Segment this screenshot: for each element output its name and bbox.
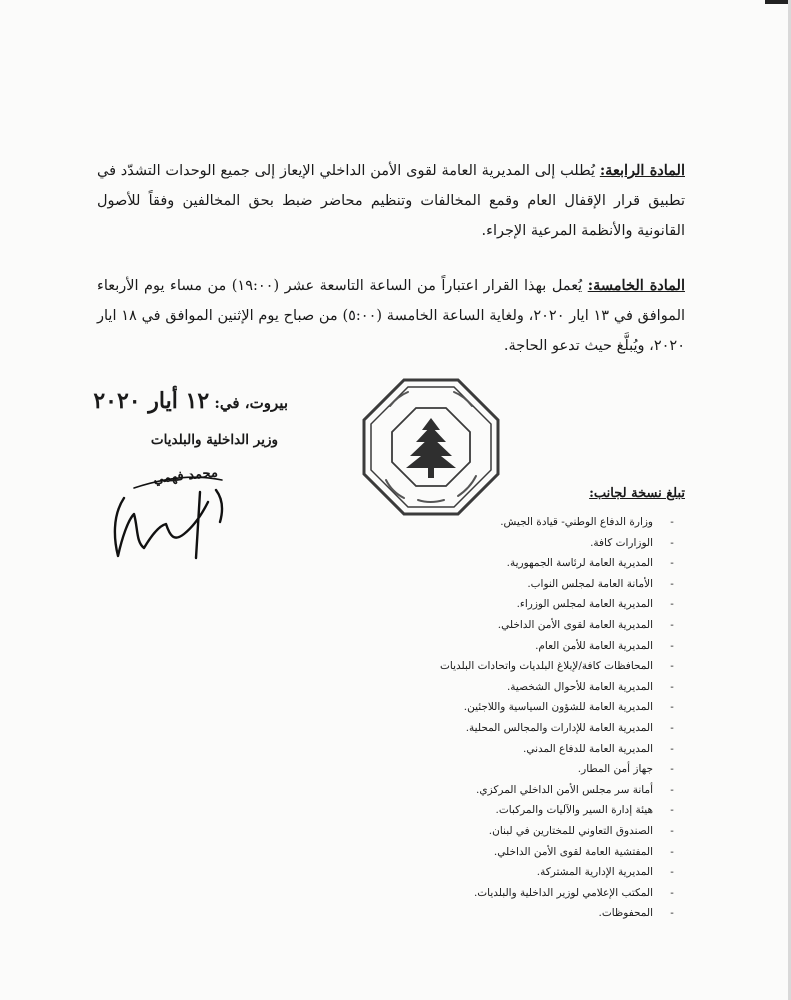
recipient-item: -المديرية العامة لرئاسة الجمهورية. — [506, 557, 674, 570]
article-4-label: المادة الرابعة: — [599, 162, 685, 179]
recipient-item: -المديرية الإدارية المشتركة. — [536, 866, 674, 879]
recipient-item: -المكتب الإعلامي لوزير الداخلية والبلديات. — [473, 886, 674, 899]
cedar-tree-icon — [406, 418, 456, 478]
handwritten-signature — [104, 468, 234, 568]
article-5-text: يُعمل بهذا القرار اعتباراً من الساعة التاسعة عشر (١٩:٠٠) من مساء يوم الأربعاء الموافق في ١٣ ايار ٢٠٢٠، ولغاية الساعة الخامسة (٥:٠٠) من صباح يوم الإثنين الموافق في ١٨ ايار ٢٠٢٠، ويُبلَّغ حيث تدعو الحاجة. — [97, 278, 686, 354]
decision-date: ١٢ أيار ٢٠٢٠ — [93, 388, 210, 414]
recipient-item: -المديرية العامة للإدارات والمجالس المحلية. — [465, 721, 674, 734]
recipient-item: -الأمانة العامة لمجلس النواب. — [527, 577, 674, 590]
recipient-item: -الصندوق التعاوني للمختارين في لبنان. — [488, 824, 674, 837]
recipient-item: -المديرية العامة للأمن العام. — [535, 639, 674, 652]
place-and-date — [93, 388, 288, 414]
official-seal — [360, 376, 502, 518]
article-5-label: المادة الخامسة: — [587, 277, 685, 294]
recipient-item: -المحفوظات. — [598, 907, 674, 920]
copy-to-heading: تبلغ نسخة لجانب: — [589, 486, 685, 501]
recipient-item: -المديرية العامة للشؤون السياسية واللاجئين. — [463, 701, 674, 714]
recipient-item: -وزارة الدفاع الوطني- قيادة الجيش. — [500, 516, 674, 528]
place-label: بيروت، في: — [214, 394, 288, 412]
recipient-item: -المديرية العامة لمجلس الوزراء. — [516, 598, 674, 611]
recipient-item: -المديرية العامة لقوى الأمن الداخلي. — [497, 618, 674, 631]
minister-title-text: وزير الداخلية والبلديات — [150, 432, 278, 448]
recipient-item: -المفتشية العامة لقوى الأمن الداخلي. — [493, 845, 674, 858]
recipient-item: -أمانة سر مجلس الأمن الداخلي المركزي. — [476, 783, 674, 796]
recipient-item: -المديرية العامة للدفاع المدني. — [523, 742, 674, 755]
recipient-item: -جهاز أمن المطار. — [577, 763, 674, 776]
recipient-item: -الوزارات كافة. — [590, 536, 674, 549]
article-4-paragraph — [97, 156, 685, 246]
article-5-paragraph — [97, 271, 685, 361]
recipient-item: -المحافظات كافة/لإبلاغ البلديات واتحادات البلديات — [440, 660, 674, 673]
recipient-item: -المديرية العامة للأحوال الشخصية. — [506, 680, 674, 693]
article-4-text: يُطلب إلى المديرية العامة لقوى الأمن الداخلي الإيعاز إلى جميع الوحدات التشدّد في تطبيق قرار الإقفال العام وقمع المخالفات وتنظيم محاضر ضبط بحق المخالفين وفقاً للأصول القانونية والأنظمة المرعية الإجراء. — [97, 163, 685, 239]
minister-title — [112, 432, 278, 448]
recipients-list — [371, 512, 691, 924]
minister-name: محمد فهمي — [152, 465, 219, 488]
recipient-item: -هيئة إدارة السير والآليات والمركبات. — [495, 804, 674, 817]
